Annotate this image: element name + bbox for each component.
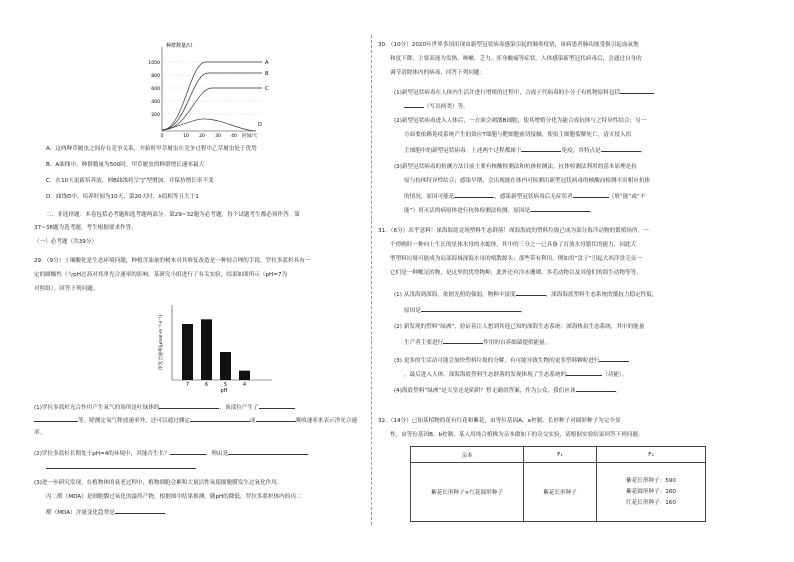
curve-label-c: C xyxy=(265,86,269,92)
bar-chart-tick-label: 7 xyxy=(185,383,190,388)
option-c: C．在10天更新培养液，则B曲线将呈“J”型增加，并保持增长率不变 xyxy=(46,178,214,184)
section-title-cont: 37~38题为选考题，考生根据要求作答。 xyxy=(34,225,137,231)
graph1-xtick: 20 xyxy=(199,134,205,139)
q30-s3-cont: 原与抗体特异性结合；感染早期，会出现能在体内可检测出新型冠状病毒的核酸而检测不出相应抗体 xyxy=(404,178,651,184)
q30-s2-cont: 方面要依赖免疫系统产生的效应T细胞与靶细胞密切接触，使宿主细胞裂解死亡，清灭侵入宿 xyxy=(404,132,632,138)
q30-s2-end: 主细胞中的新型冠状病毒。上述两个过程都属于 免疫，其特点是 。 xyxy=(404,148,647,154)
q30-line1: 30．（10分）2020年世界多国出现由新型冠状病毒感染引起的肺炎疫情，该病患者肺功能受损引起血氧饱 xyxy=(378,42,639,48)
q29-sub3-cont: 丙二醛（MDA）是细胞膜过氧化的最终产物，根据图中结果推测，随pH的降低，罗拉多蓝杉体内的丙二 xyxy=(46,494,302,500)
q29-line2: 定的耐酸性（与pH过高对其净光合速率的影响，某研究小组进行了有关实验，结果如图所示（pH=7为 xyxy=(34,272,288,278)
section-title: 二、非选择题：本卷包括必考题和选考题两部分。第29~32题为必考题，每个试题考生都必须作答。第 xyxy=(46,212,300,218)
q29-sub2-blank xyxy=(46,463,196,472)
q31-s3-cont: ，最后进入人体，深海海底塑料生态群落的发现体现了生态系统的 （功能）。 xyxy=(404,372,628,378)
q31-line4: 它们是一种鳃足的物，是这里的优势物种，此外还有冷水珊瑚、多毛动物以及其他们的海生动物等等。 xyxy=(390,270,642,276)
option-d: D．曲线D中，培养时间为10天、第20天时，λ值相等且大于1 xyxy=(46,194,199,200)
q31-s1-cont: 原因是 。 xyxy=(404,308,527,314)
table-cell-parent: 紫花长形种子×红花圆形种子 xyxy=(411,463,524,522)
curve-label-a: A xyxy=(265,60,269,66)
bar-chart-tick-label: 4 xyxy=(242,383,247,388)
cross-table xyxy=(410,446,706,522)
table-header: F₁ xyxy=(524,447,597,463)
graph1-ytick: 200 xyxy=(151,113,160,118)
q31-line2: 个傍晚时一种向上生长的星体水母的水螅体，其中的三分之一已具备了育放水母繁状的能力，因此大 xyxy=(390,242,637,248)
graph1-ytick: 800 xyxy=(151,74,160,79)
f2-ratio: 紫花圆形种子：160 xyxy=(626,488,676,495)
column-divider xyxy=(371,35,372,525)
q29-sub1-cont: 等。除测定氧气释放速率外，还可以通过测定 或 吸收速率来表示净光合速 xyxy=(34,416,357,425)
curve-b xyxy=(162,73,262,130)
f2-ratio: 紫花长形种子：590 xyxy=(626,477,676,484)
bar-ph-4 xyxy=(239,371,250,380)
option-a: A．这两种草履虫之间存在竞争关系，开始时甲草履虫在竞争过程中乙草履虫处于优势 xyxy=(46,146,257,152)
graph1-ytick: 1000 xyxy=(148,61,160,66)
table-header: 亲本 xyxy=(411,447,524,463)
q29-sub1: (1)罗拉多蓝杉光合作用产生氧气的场所是叶绿体的 ，该部位产生了 xyxy=(34,403,295,412)
q32-line1: 32．（14分）已知某植物的花有红花和紫花，由等位基因A、a控制，长形种子对圆形种子为完全显 xyxy=(378,418,621,424)
graph1-xlabel: 时间/天 xyxy=(242,134,258,139)
graph1-ylabel: 种群数量/只 xyxy=(166,43,193,49)
curve-label-d: D xyxy=(258,122,262,128)
bar-chart-ylabel: 净光合速率(μmol·m⁻²·s⁻¹) xyxy=(159,314,164,370)
option-b: B．A曲线中，种群数量为500时，甲草履虫的种群增长速率最大 xyxy=(46,162,205,168)
bar-ph-7 xyxy=(182,324,193,380)
q30-line3: 调节清除体内的病毒，回答下列问题： xyxy=(390,70,486,76)
q30-s2: (2)新型冠状病毒进入人体后，一方面会刺激B细胞，使其增殖分化为能合成抗体与之特异性结合；另一 xyxy=(394,118,647,124)
q29-sub2: (2)罗拉多蓝杉长期处于pH=4的环境中，其能否生长？ ，理由是 xyxy=(34,449,308,458)
photosynthesis-bar-chart xyxy=(154,300,274,394)
graph1-xtick: 10 xyxy=(183,134,189,139)
graph1-xtick: 30 xyxy=(215,134,221,139)
q31-s2-cont: 生产者主要进行 作用的自养细菌提供能量。 xyxy=(404,340,551,346)
table-row xyxy=(411,463,706,522)
graph1-xtick: 0 xyxy=(160,134,164,139)
q31-s3: (3) 更多的生活动可能会加快塑料垃圾的分解，有可能导致生物的更多塑料颗粒进行 xyxy=(394,356,629,365)
curve-c xyxy=(162,88,262,130)
population-growth-graph xyxy=(144,42,344,142)
bar-ph-5 xyxy=(220,352,231,380)
bar-chart-tick-label: 6 xyxy=(204,383,209,388)
f2-ratio: 红花长形种子：160 xyxy=(626,499,676,506)
q30-line2: 和度下降，主要表现为发热、咳嗽、乏力、浑身酸痛等症状。人体感染新型冠状病毒后，会通过自身的 xyxy=(390,56,642,62)
q30-s1: (1)新型冠状病毒在人体内生活并进行增殖的过程中，合成子代病毒的小分子有机物原料包括 xyxy=(394,88,654,97)
q29-sub3-end: 醛（MDA）含量变化趋势是 。 xyxy=(46,510,171,516)
required-heading: （一）必考题（共39分） xyxy=(34,239,98,245)
bar-chart-xlabel: pH xyxy=(220,388,228,394)
bar-ph-6 xyxy=(201,319,212,380)
q31-s4: (4)海底塑料“绿洲”是天堂还是陷阱？暂无确切答案，作为公众，我们应该 。 xyxy=(394,388,622,394)
q30-s3: (3)新型冠状病毒的检测方法目前主要有核酸检测法和抗体检测法，抗体检测法利用的基本原理是抗 xyxy=(394,164,637,170)
q31-s1: (1) 从浅海到深海，依据光照的强弱，物种丰富度 ，深海海底塑料生态系统的抵抗力稳定性低， xyxy=(394,292,658,298)
table-cell-f1: 紫花长形种子 xyxy=(524,463,597,522)
q30-s1-cont: （写出两类）等。 xyxy=(404,102,469,111)
q29-line3: 对照组）。回答下列问题。 xyxy=(34,286,99,292)
q31-s2: (2) 新发现的塑料“绿洲”，验证着让人想到其他已知的深海生态系统：深海热泉生态系统，其中的能量 xyxy=(394,324,645,330)
table-header: F₂ xyxy=(597,447,706,463)
curve-label-b: B xyxy=(265,71,269,77)
q29-sub1-end: 率。 xyxy=(34,430,46,436)
q29-line1: 29．（9分）土壤酸化是生态环境问题，种植含油量的树木对其修复改造是一种较合理的手段，罗拉多蓝杉具有一 xyxy=(34,258,311,264)
graph1-xtick: 40 xyxy=(231,134,237,139)
q30-s3-mid: 的情况，原因可能是 ，感染新型冠状病毒后无症状者 （填“能”或“不 xyxy=(404,194,646,200)
q31-line1: 31．（6分）出乎意料！深海海底竟现塑料生态群落！深海海底的塑料垃圾已成为部分海洋动物的繁殖场所，一 xyxy=(378,228,649,234)
table-cell-f2 xyxy=(597,463,706,522)
q31-line3: 型塑料垃圾可能成为局部海域深海水母的殖散源头；那些带有利用，例如用“盘子”引起大西洋盘壳页一 xyxy=(390,256,642,262)
q32-line2: 性，由等位基因B、b控制。某人用纯合植株为亲本做如下的杂交实验，请根据实验结果回答下列问题： xyxy=(390,432,644,438)
bar-chart-tick-label: 5 xyxy=(223,383,228,388)
q29-sub3: (3)进一步研究发现，在植物体的衰老过程中，植物细胞会累积大量活性氧使细胞膜发生过氧化作用， xyxy=(34,480,283,486)
q30-s3-end: 能”）用灭活的病原体进行抗体检测法检测，原因是 。 xyxy=(404,208,596,214)
graph1-ytick: 600 xyxy=(151,87,160,92)
graph1-ytick: 400 xyxy=(151,100,160,105)
table-header-row xyxy=(411,447,706,463)
